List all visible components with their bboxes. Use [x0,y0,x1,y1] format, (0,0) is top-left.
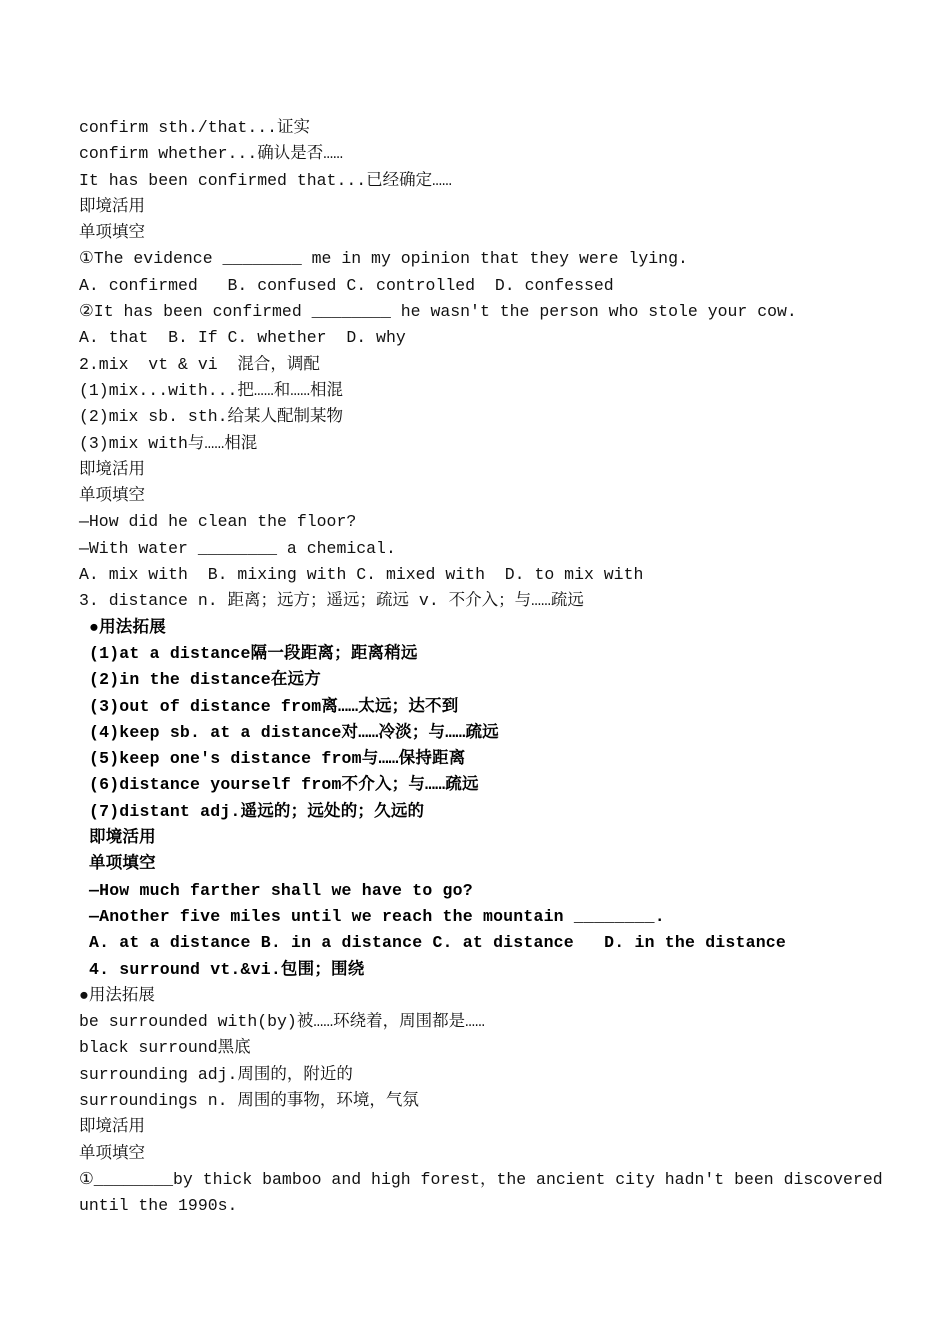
usage-line: surrounding adj.周围的，附近的 [79,1064,353,1084]
options-line: A. confirmed B. confused C. controlled D. confessed [79,275,614,295]
usage-line: (6)distance yourself from不介入；与……疏远 [89,775,479,795]
text-line: confirm whether...确认是否…… [79,144,344,164]
text-body [79,115,883,1219]
section-heading: ●用法拓展 [89,617,166,637]
dialogue-line: —How did he clean the floor? [79,512,357,532]
usage-line: (3)mix with与……相混 [79,433,258,453]
options-line: A. mix with B. mixing with C. mixed with D. to mix with [79,565,644,585]
usage-line: (2)mix sb. sth.给某人配制某物 [79,407,344,427]
options-line: A. that B. If C. whether D. why [79,328,406,348]
options-line: A. at a distance B. in a distance C. at distance D. in the distance [89,933,787,953]
usage-line: (1)at a distance隔一段距离；距离稍远 [89,643,418,663]
section-heading: 即境活用 [79,196,145,216]
text-line: It has been confirmed that...已经确定…… [79,170,452,190]
section-heading: 单项填空 [79,223,145,243]
word-heading: 2.mix vt & vi 混合，调配 [79,354,320,374]
usage-line: surroundings n. 周围的事物，环境，气氛 [79,1090,419,1110]
section-heading: 即境活用 [79,1117,145,1137]
usage-line: (3)out of distance from离……太远；达不到 [89,696,459,716]
question-line: ①The evidence ________ me in my opinion that they were lying. [79,249,688,269]
text-line: confirm sth./that...证实 [79,118,311,137]
embedded-image-text [89,615,889,983]
section-heading: 即境活用 [79,459,145,479]
usage-line: (5)keep one's distance from与……保持距离 [89,749,466,769]
usage-line: (2)in the distance在远方 [89,670,321,690]
usage-line: (4)keep sb. at a distance对……冷淡；与……疏远 [89,722,499,742]
section-heading: 单项填空 [79,486,145,506]
question-line-continued: until the 1990s. [79,1196,238,1216]
question-line: ①________by thick bamboo and high forest，the ancient city hadn't been discovered [79,1169,883,1189]
dialogue-line: —With water ________ a chemical. [79,538,396,558]
word-heading: 4. surround vt.&vi.包围；围绕 [89,959,365,979]
usage-line: (1)mix...with...把……和……相混 [79,380,344,400]
word-heading: 3. distance n. 距离；远方；遥远；疏远 v. 不介入；与……疏远 [79,591,584,611]
section-heading: ●用法拓展 [79,985,155,1005]
section-heading: 单项填空 [89,854,156,874]
section-heading: 单项填空 [79,1143,145,1163]
dialogue-line: —Another five miles until we reach the mountain ________. [89,906,665,926]
section-heading: 即境活用 [89,828,156,848]
usage-line: (7)distant adj.遥远的；远处的；久远的 [89,801,425,821]
dialogue-line: —How much farther shall we have to go? [89,880,473,900]
usage-line: be surrounded with(by)被……环绕着，周围都是…… [79,1012,485,1032]
question-line: ②It has been confirmed ________ he wasn't the person who stole your cow. [79,302,797,322]
usage-line: black surround黑底 [79,1038,251,1058]
